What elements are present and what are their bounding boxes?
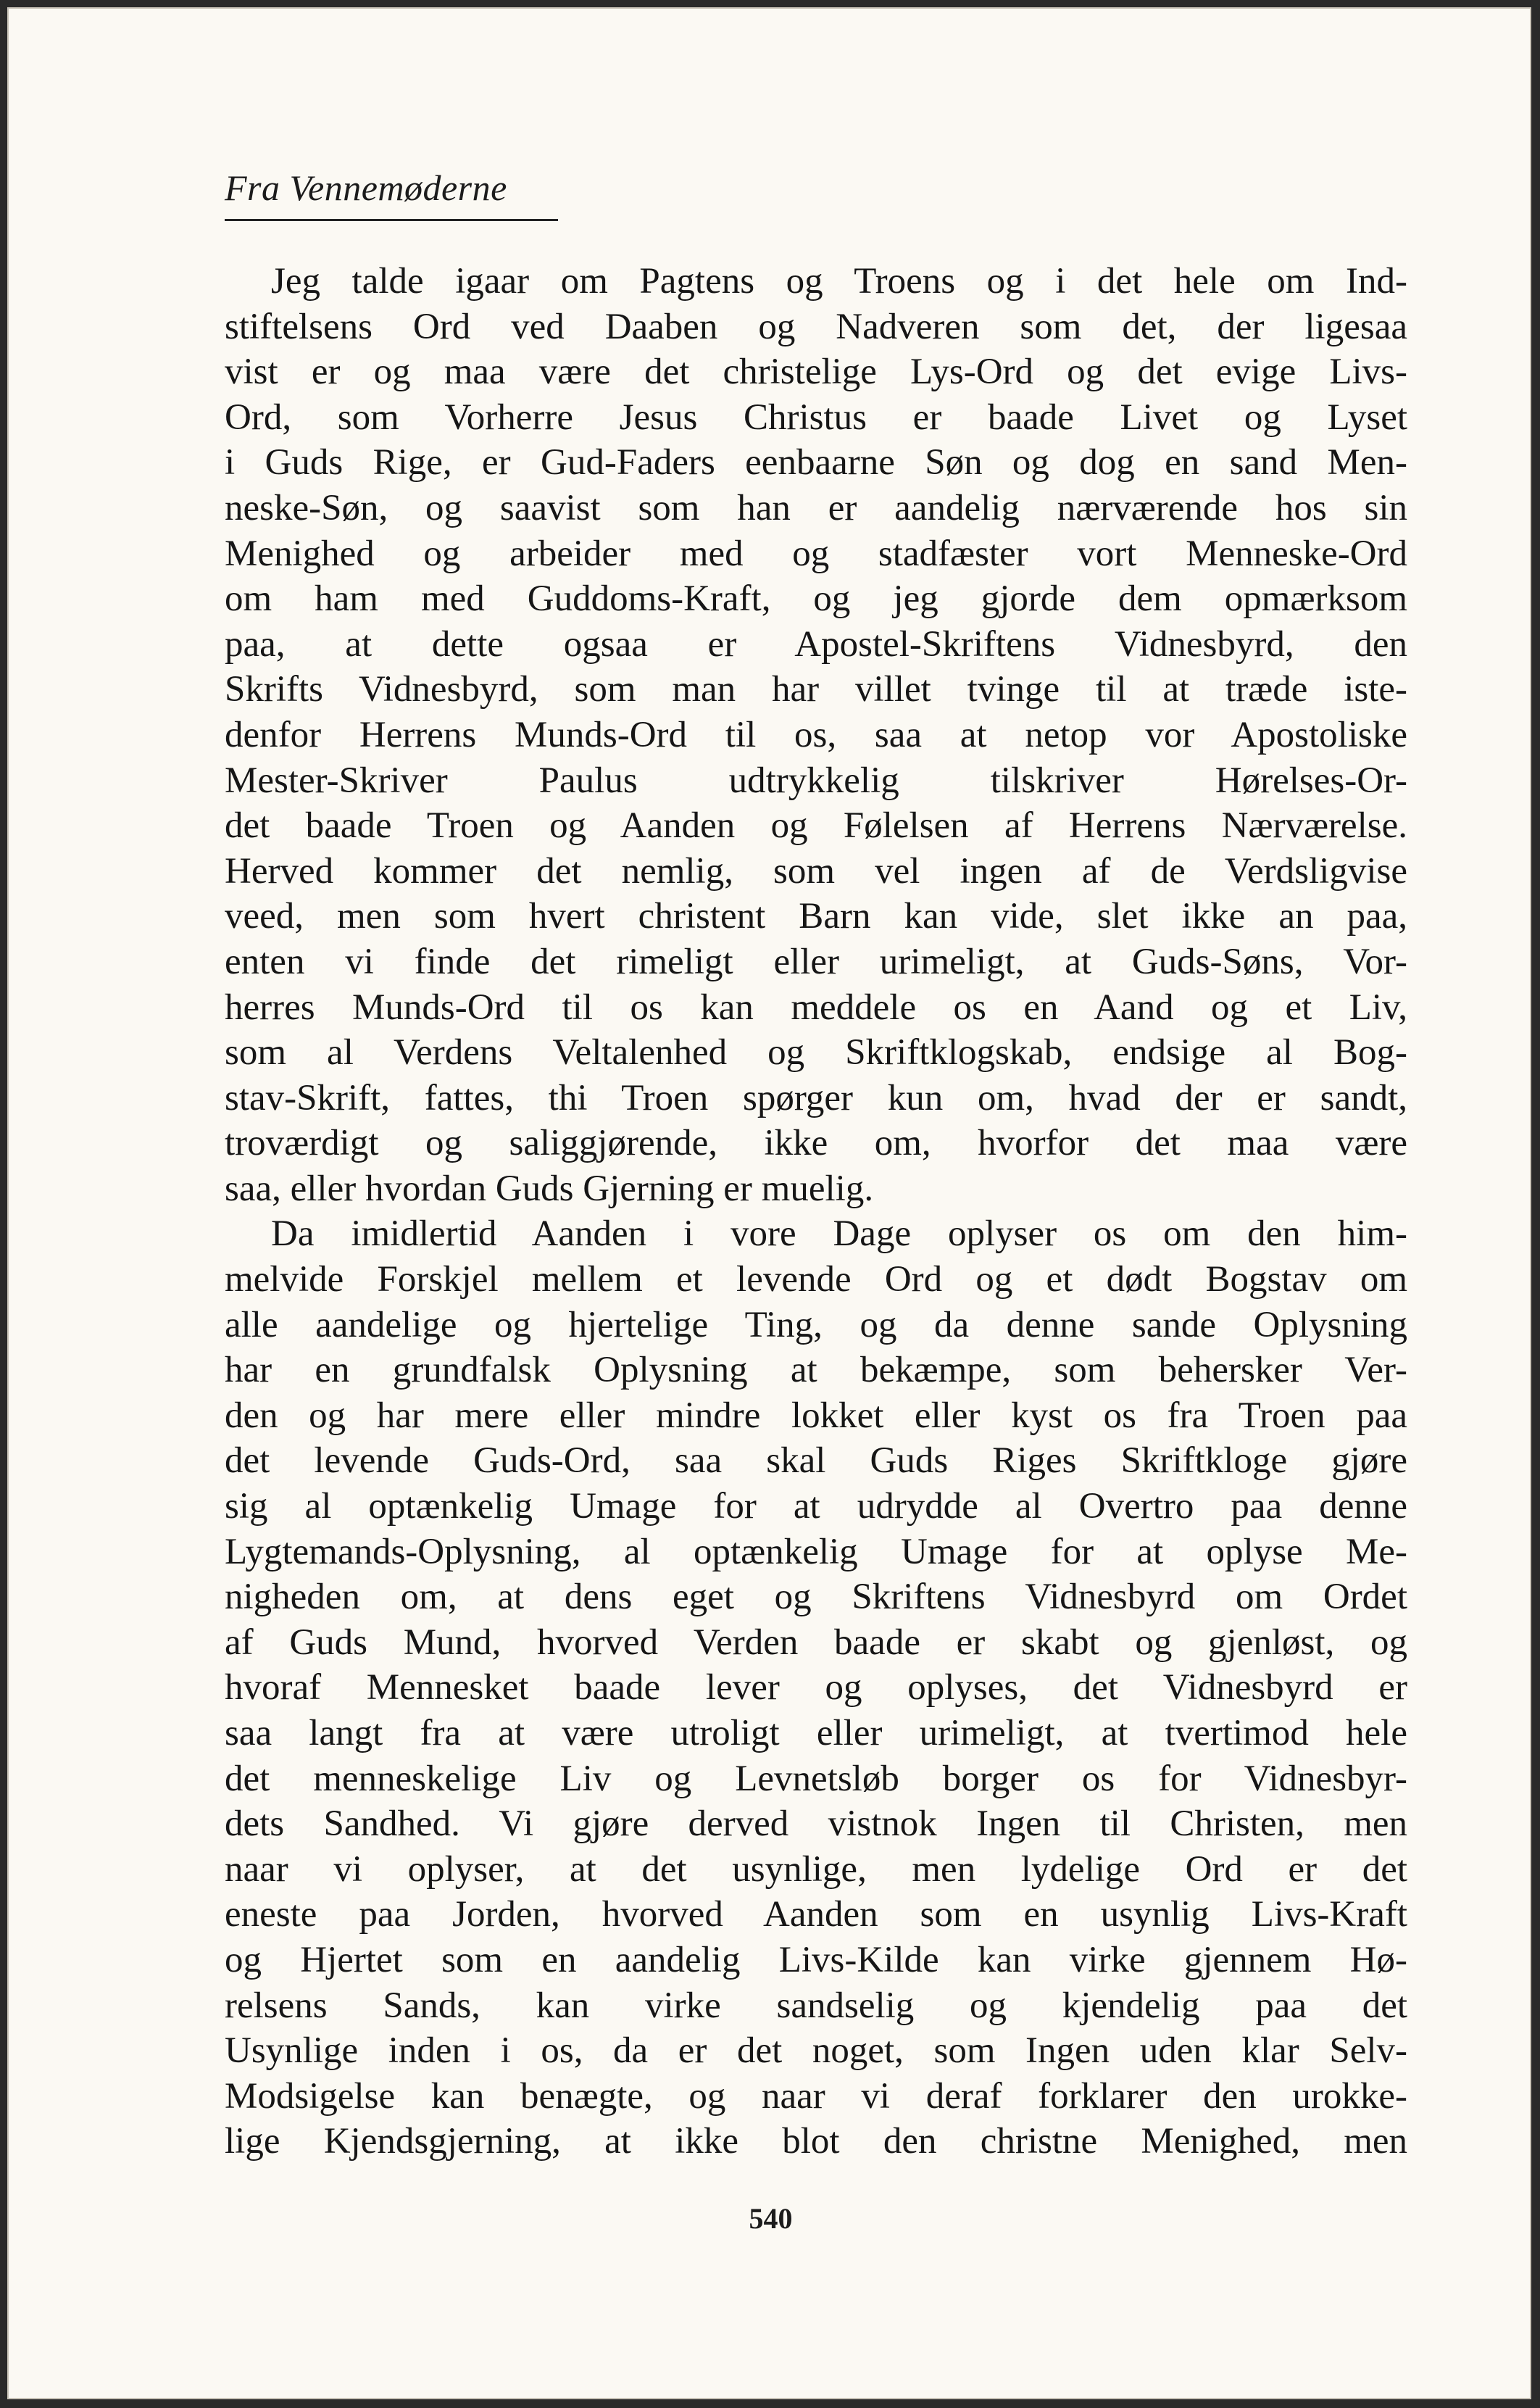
- text-line: denfor Herrens Munds-Ord til os, saa at netop vor Apostoliske: [225, 714, 1407, 755]
- book-page: [7, 7, 1531, 2399]
- text-line: enten vi finde det rimeligt eller urimeligt, at Guds-Søns, Vor-: [225, 941, 1407, 982]
- text-line: har en grundfalsk Oplysning at bekæmpe, som behersker Ver-: [225, 1350, 1407, 1391]
- text-line: Da imidlertid Aanden i vore Dage oplyser os om den him-: [271, 1213, 1407, 1255]
- text-line: saa langt fra at være utroligt eller urimeligt, at tvertimod hele: [225, 1713, 1407, 1753]
- text-line: det levende Guds-Ord, saa skal Guds Riges Skriftkloge gjøre: [225, 1440, 1407, 1482]
- text-line: det menneskelige Liv og Levnetsløb borger os for Vidnesbyr-: [225, 1758, 1407, 1799]
- text-line: i Guds Rige, er Gud-Faders eenbaarne Søn og dog en sand Men-: [225, 442, 1407, 483]
- text-line: den og har mere eller mindre lokket eller kyst os fra Troen paa: [225, 1395, 1407, 1436]
- text-line: af Guds Mund, hvorved Verden baade er skabt og gjenløst, og: [225, 1622, 1407, 1663]
- text-line: som al Verdens Veltalenhed og Skriftklogskab, endsige al Bog-: [225, 1032, 1407, 1074]
- text-line: saa, eller hvordan Guds Gjerning er muelig.: [225, 1168, 874, 1209]
- text-line: melvide Forskjel mellem et levende Ord og et dødt Bogstav om: [225, 1259, 1407, 1300]
- text-line: stiftelsens Ord ved Daaben og Nadveren som det, der ligesaa: [225, 306, 1407, 347]
- text-line: troværdigt og saliggjørende, ikke om, hvorfor det maa være: [225, 1123, 1407, 1164]
- text-line: stav-Skrift, fattes, thi Troen spørger kun om, hvad der er sandt,: [225, 1077, 1407, 1118]
- text-line: herres Munds-Ord til os kan meddele os en Aand og et Liv,: [225, 987, 1407, 1028]
- text-line: lige Kjendsgjerning, at ikke blot den christne Menighed, men: [225, 2121, 1407, 2162]
- text-line: Usynlige inden i os, da er det noget, som Ingen uden klar Selv-: [225, 2030, 1407, 2072]
- text-line: alle aandelige og hjertelige Ting, og da denne sande Oplysning: [225, 1304, 1407, 1345]
- text-line: Modsigelse kan benægte, og naar vi deraf forklarer den urokke-: [225, 2075, 1407, 2117]
- text-line: det baade Troen og Aanden og Følelsen af Herrens Nærværelse.: [225, 805, 1407, 847]
- text-line: Menighed og arbeider med og stadfæster vort Menneske-Ord: [225, 533, 1407, 574]
- text-line: Herved kommer det nemlig, som vel ingen af de Verdsligvise: [225, 850, 1407, 892]
- text-line: neske-Søn, og saavist som han er aandelig nærværende hos sin: [225, 487, 1407, 528]
- body-text: [225, 259, 1407, 2164]
- text-line: paa, at dette ogsaa er Apostel-Skriftens Vidnesbyrd, den: [225, 623, 1407, 665]
- text-line: Ord, som Vorherre Jesus Christus er baade Livet og Lyset: [225, 397, 1407, 438]
- text-line: Skrifts Vidnesbyrd, som man har villet tvinge til at træde iste-: [225, 669, 1407, 710]
- text-line: naar vi oplyser, at det usynlige, men lydelige Ord er det: [225, 1848, 1407, 1890]
- text-line: om ham med Guddoms-Kraft, og jeg gjorde dem opmærksom: [225, 578, 1407, 620]
- text-line: hvoraf Mennesket baade lever og oplyses, det Vidnesbyrd er: [225, 1667, 1407, 1709]
- running-head: Fra Vennemøderne: [225, 167, 507, 208]
- text-line: vist er og maa være det christelige Lys-Ord og det evige Livs-: [225, 352, 1407, 393]
- text-line: sig al optænkelig Umage for at udrydde al Overtro paa denne: [225, 1486, 1407, 1527]
- text-line: dets Sandhed. Vi gjøre derved vistnok Ingen til Christen, men: [225, 1803, 1407, 1845]
- text-line: relsens Sands, kan virke sandselig og kjendelig paa det: [225, 1985, 1407, 2026]
- running-head-rule: [225, 219, 558, 221]
- page-number: 540: [749, 2202, 793, 2235]
- text-line: Mester-Skriver Paulus udtrykkelig tilskriver Hørelses-Or-: [225, 760, 1407, 801]
- text-line: nigheden om, at dens eget og Skriftens Vidnesbyrd om Ordet: [225, 1577, 1407, 1618]
- text-line: Jeg talde igaar om Pagtens og Troens og i det hele om Ind-: [271, 261, 1407, 302]
- text-line: veed, men som hvert christent Barn kan vide, slet ikke an paa,: [225, 896, 1407, 937]
- text-line: Lygtemands-Oplysning, al optænkelig Umage for at oplyse Me-: [225, 1531, 1407, 1572]
- text-line: og Hjertet som en aandelig Livs-Kilde kan virke gjennem Hø-: [225, 1939, 1407, 1980]
- text-line: eneste paa Jorden, hvorved Aanden som en usynlig Livs-Kraft: [225, 1894, 1407, 1935]
